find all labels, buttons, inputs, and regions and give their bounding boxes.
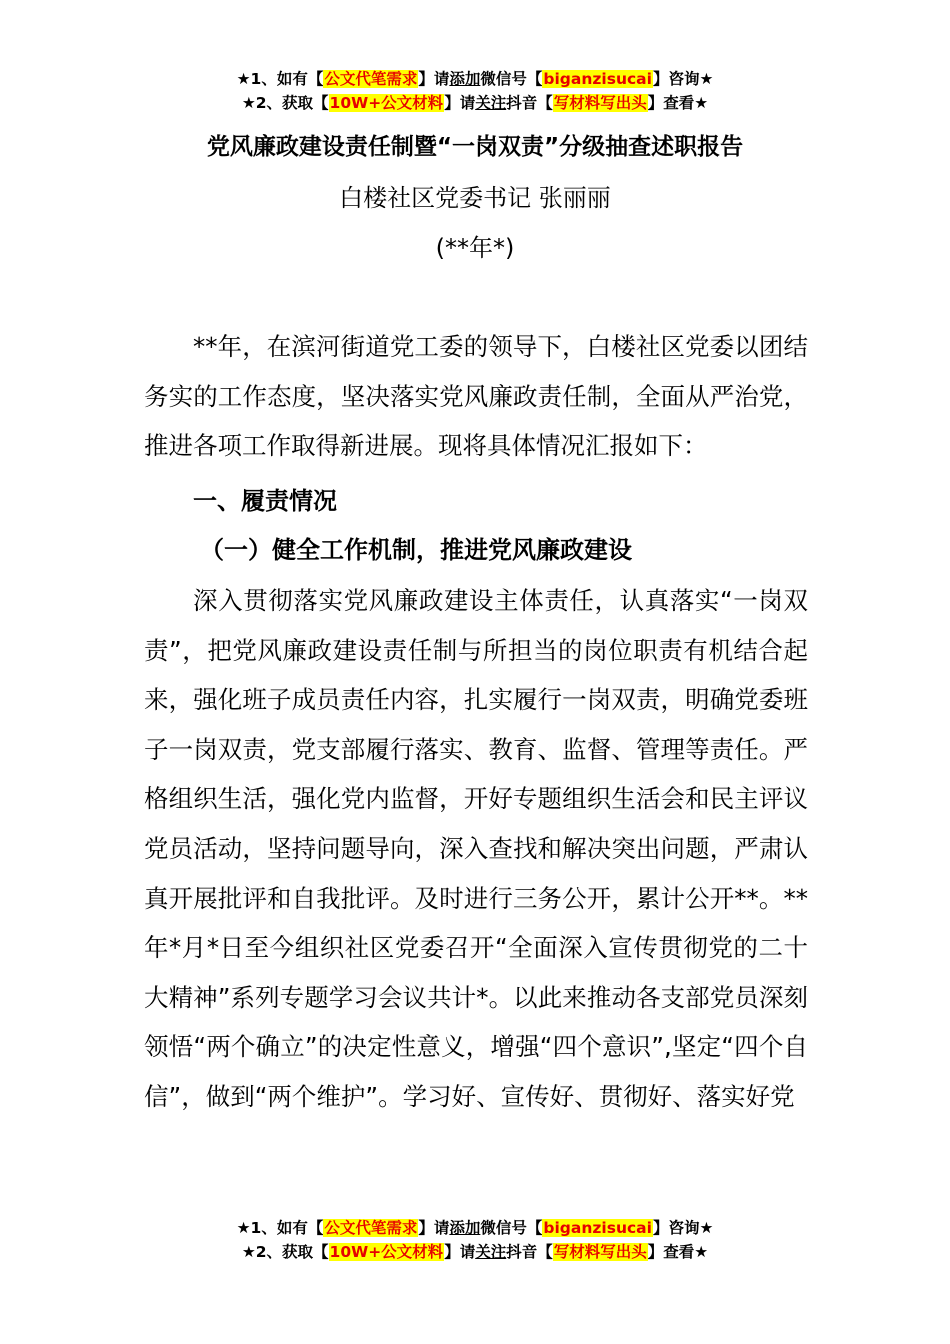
promo-text: 】请: [418, 1219, 450, 1237]
promo-text: 】请: [444, 1243, 476, 1261]
section-heading: 一、履责情况: [193, 486, 337, 515]
highlight-wechat-id: biganzisucai: [543, 70, 652, 88]
promo-banner-top: [0, 67, 950, 115]
promo-text: 】请: [444, 94, 476, 112]
underlined-text: 关注: [475, 94, 507, 112]
highlight-douyin-account: 写材料写出头: [553, 1243, 647, 1261]
promo-text: 抖音【: [506, 94, 553, 112]
promo-text: ★1、如有【: [236, 70, 324, 88]
promo-line-1: [0, 67, 950, 91]
underlined-text: 添加: [449, 70, 481, 88]
promo-text: ★2、获取【: [241, 1243, 329, 1261]
highlight-wechat-id: biganzisucai: [543, 1219, 652, 1237]
promo-line-2: [0, 91, 950, 115]
highlight-materials: 10W+公文材料: [329, 94, 444, 112]
intro-paragraph: **年，在滨河街道党工委的领导下，白楼社区党委以团结务实的工作态度，坚决落实党风廉政责任制，全面从严治党，推进各项工作取得新进展。现将具体情况汇报如下：: [144, 332, 808, 461]
promo-text: 】请: [418, 70, 450, 88]
document-author: 白楼社区党委书记 张丽丽: [339, 184, 611, 212]
underlined-text: 关注: [475, 1243, 507, 1261]
promo-text: 抖音【: [506, 1243, 553, 1261]
body-paragraph: 深入贯彻落实党风廉政建设主体责任，认真落实“一岗双责”，把党风廉政建设责任制与所担当的岗位职责有机结合起来，强化班子成员责任内容，扎实履行一岗双责，明确党委班子一岗双责，党支部履行落实、教育、监督、管理等责任。严格组织生活，强化党内监督，开好专题组织生活会和民主评议党员活动，坚持问题导向，深入查找和解决突出问题，严肃认真开展批评和自我批评。及时进行三务公开，累计公开**。**年*月*日至今组织社区党委召开“全面深入宣传贯彻党的二十大精神”系列专题学习会议共计*。以此来推动各支部党员深刻领悟“两个确立”的决定性意义，增强“四个意识”,坚定“四个自信”，做到“两个维护”。学习好、宣传好、贯彻好、落实好党: [144, 585, 808, 1111]
highlight-service: 公文代笔需求: [324, 70, 418, 88]
underlined-text: 添加: [449, 1219, 481, 1237]
promo-text: 】咨询★: [652, 70, 714, 88]
promo-text: 】查看★: [647, 1243, 709, 1261]
promo-text: ★1、如有【: [236, 1219, 324, 1237]
document-title: 党风廉政建设责任制暨“一岗双责”分级抽查述职报告: [206, 134, 744, 160]
document-body: [144, 322, 808, 1122]
highlight-materials: 10W+公文材料: [329, 1243, 444, 1261]
document-date: (**年*): [435, 234, 515, 262]
promo-line-1: [0, 1216, 950, 1240]
subsection-heading: （一）健全工作机制，推进党风廉政建设: [200, 536, 632, 565]
highlight-douyin-account: 写材料写出头: [553, 94, 647, 112]
promo-text: 微信号【: [480, 70, 543, 88]
promo-line-2: [0, 1240, 950, 1264]
promo-text: 微信号【: [480, 1219, 543, 1237]
promo-text: ★2、获取【: [241, 94, 329, 112]
promo-text: 】咨询★: [652, 1219, 714, 1237]
promo-banner-bottom: [0, 1216, 950, 1264]
promo-text: 】查看★: [647, 94, 709, 112]
highlight-service: 公文代笔需求: [324, 1219, 418, 1237]
